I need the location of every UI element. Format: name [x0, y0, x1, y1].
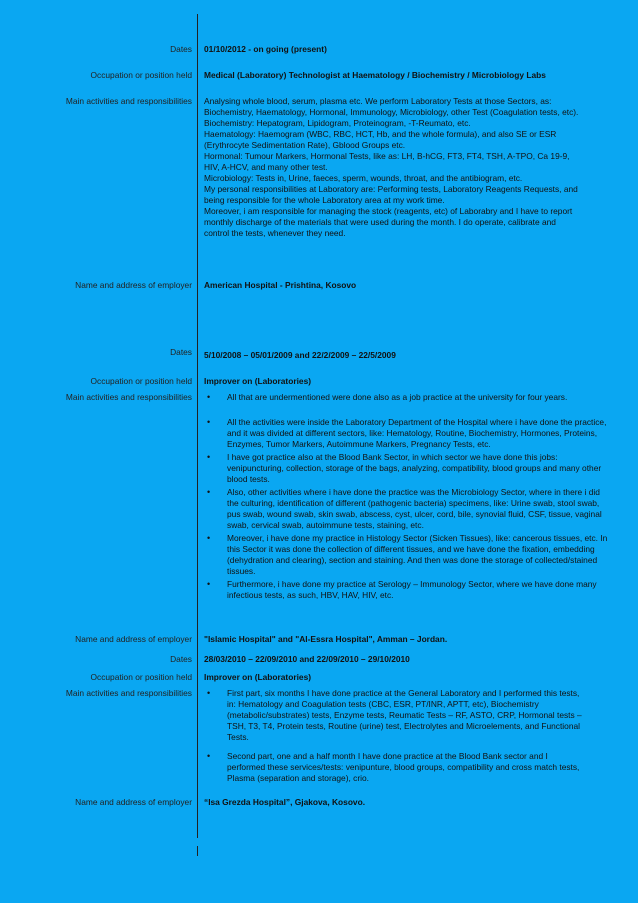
activity-line: Haematology: Haemogram (WBC, RBC, HCT, Hb, and the whole formula), and also SE or ESR	[204, 129, 557, 139]
activity-line: monthly discharge of the materials that were used during the month. I do operate, calibrate and	[204, 217, 556, 227]
bullet-item: • I have got practice also at the Blood Bank Sector, in which sector we have done this jobs: venipuncturing, collection, storage of the bags, analyzing, compatibility, blood groups and many other blood tests.	[204, 452, 608, 485]
activity-line: Hormonal: Tumour Markers, Hormonal Tests, like as: LH, B-hCG, FT3, FT4, TSH, A-TPO, Ca 19-9,	[204, 151, 570, 161]
employer-value: "Islamic Hospital" and "Al-Essra Hospital", Amman – Jordan.	[204, 634, 448, 644]
activity-line: My personal responsibilities at Laboratory are: Performing tests, Laboratory Reagents Requests, and	[204, 184, 578, 194]
employer-value: “Isa Grezda Hospital”, Gjakova, Kosovo.	[204, 797, 366, 807]
activity-line: Analysing whole blood, serum, plasma etc. We perform Laboratory Tests at those Sectors, as:	[204, 96, 552, 106]
activity-line: Biochemistry, Haematology, Hormonal, Immunology, Microbiology, other Test (Coagulation tests, etc).	[204, 107, 579, 117]
bullet-item: • Furthermore, i have done my practice at Serology – Immunology Sector, where we have done many infectious tests, as such, HBV, HAV, HIV, etc.	[204, 579, 608, 601]
activity-line: Biochemistry: Hepatogram, Lipidogram, Proteinogram, -T-Reumato, etc.	[204, 118, 471, 128]
activities-bullets	[204, 392, 608, 603]
activities-label: Main activities and responsibilities	[65, 688, 192, 698]
activity-line: control the tests, whenever they need.	[204, 228, 346, 238]
occupation-label: Occupation or position held	[90, 672, 192, 682]
bullet-item: • Also, other activities where i have done the practice was the Microbiology Sector, where in there i did the culturing, identification of different (pathogenic bacteria) specimens, like: Urine swab, stool swab, pus swab, wound swab, skin swab, abscess, cyst, ulcer, cord, bile, synovial fluid, CSF, tissue, vaginal swab, cervical swab, autoimmune tests, staining, etc.	[204, 487, 608, 531]
employer-label: Name and address of employer	[75, 280, 192, 290]
activities-bullets	[204, 688, 588, 786]
dates-label: Dates	[170, 44, 192, 54]
bullet-item: • Second part, one and a half month I have done practice at the Blood Bank sector and I performed these services/tests: venipunture, blood groups, compatibility and cross match tests, Plasma (separation and storage), crio.	[204, 751, 588, 784]
activity-line: Microbiology: Tests in, Urine, faeces, sperm, wounds, throat, and the antibiogram, etc.	[204, 173, 523, 183]
employer-label: Name and address of employer	[75, 797, 192, 807]
bullet-item: • All the activities were inside the Laboratory Department of the Hospital where i have done the practice, and it was divided at different sectors, like: Hematology, Routine, Biochemistry, Hormones, Proteins, Enzymes, Tumor Markers, Autoimmune Markers, Pregnancy Tests, etc.	[204, 417, 608, 450]
employer-value: American Hospital - Prishtina, Kosovo	[204, 280, 357, 290]
dates-value: 01/10/2012 - on going (present)	[204, 44, 327, 54]
activity-line: being responsible for the whole Laboratory area at my work time.	[204, 195, 445, 205]
bullet-item: • All that are undermentioned were done also as a job practice at the university for four years.	[204, 392, 608, 403]
dates-label: Dates	[170, 654, 192, 664]
occupation-label: Occupation or position held	[90, 376, 192, 386]
activities-label: Main activities and responsibilities	[65, 392, 192, 402]
activities-label: Main activities and responsibilities	[65, 96, 192, 106]
dates-value: 5/10/2008 – 05/01/2009 and 22/2/2009 – 22/5/2009	[204, 350, 396, 360]
dates-label: Dates	[170, 347, 192, 357]
occupation-value: Improver on (Laboratories)	[204, 672, 312, 682]
column-divider-footer	[197, 846, 198, 856]
activity-line: HIV, A-HCV, and many other test.	[204, 162, 328, 172]
dates-value: 28/03/2010 – 22/09/2010 and 22/09/2010 – 29/10/2010	[204, 654, 410, 664]
occupation-label: Occupation or position held	[90, 70, 192, 80]
occupation-value: Medical (Laboratory) Technologist at Haematology / Biochemistry / Microbiology Labs	[204, 70, 546, 80]
activity-line: Moreover, i am responsible for managing the stock (reagents, etc) of Laborabry and I have to report	[204, 206, 573, 216]
occupation-value: Improver on (Laboratories)	[204, 376, 312, 386]
activities-text	[204, 96, 614, 239]
bullet-item: • Moreover, i have done my practice in Histology Sector (Sicken Tissues), like: cancerous tissues, etc. In this Sector it was done the collection of different tissues, and we have done the fixation, embedding (dehydration and clearing), section and staining. And then was done the storage of collected/stained tissues.	[204, 533, 608, 577]
column-divider	[197, 14, 198, 838]
employer-label: Name and address of employer	[75, 634, 192, 644]
bullet-item: • First part, six months I have done practice at the General Laboratory and I performed this tests, in: Hematology and Coagulation tests (CBC, ESR, PT/INR, APTT, etc), Biochemistry (metabolic/substrates) tests, Enzyme tests, Reumatic Tests – RF, ASTO, CRP, Hormonal tests – TSH, T3, T4, Protein tests, Routine (urine) test, Electrolytes and Microelements, and Functional Tests.	[204, 688, 588, 743]
activity-line: (Erythrocyte Sedimentation Rate), Gblood Groups etc.	[204, 140, 406, 150]
